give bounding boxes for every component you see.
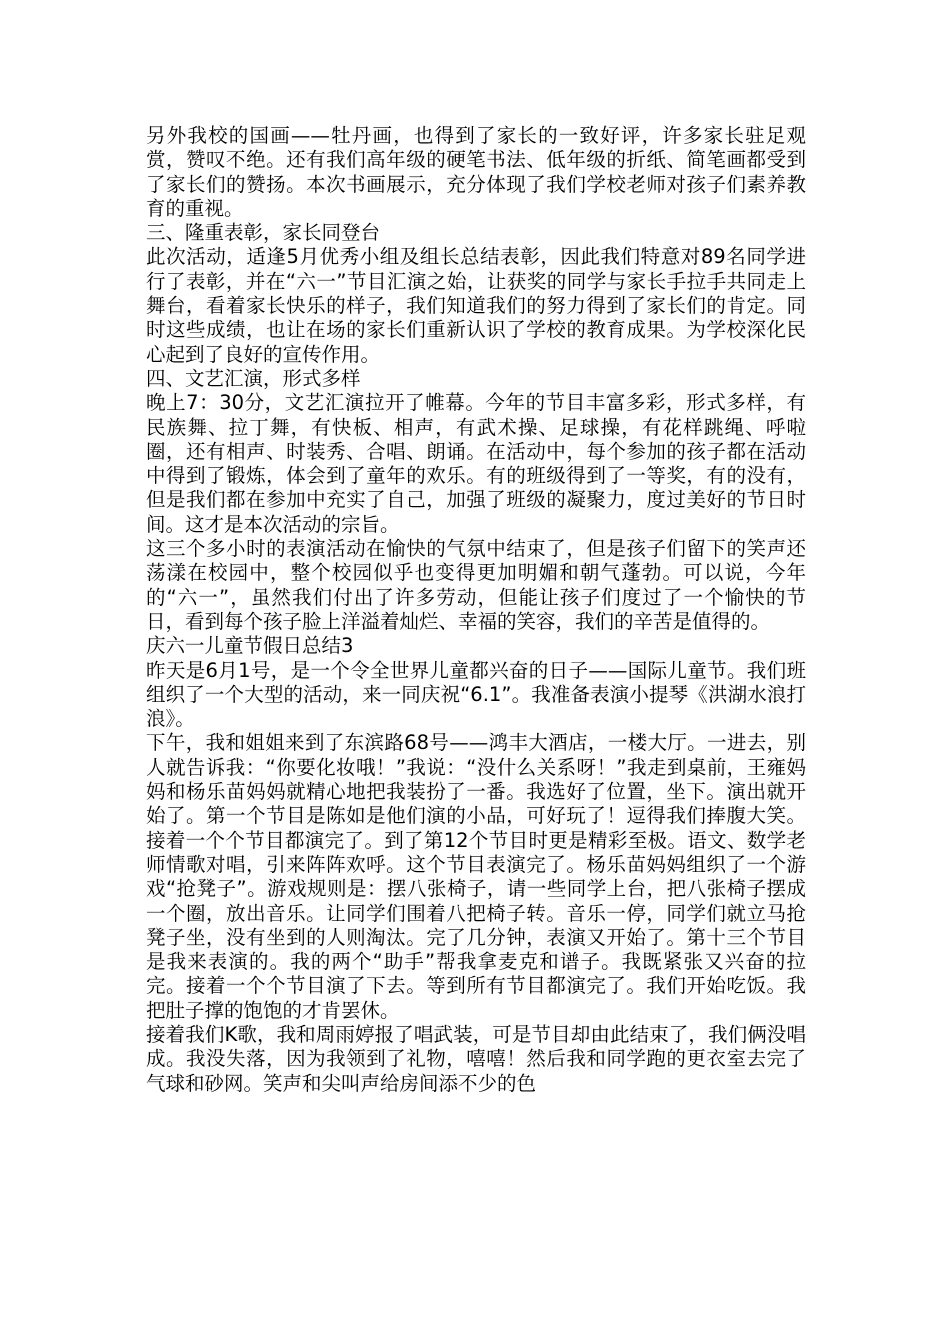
section-heading-4: 四、文艺汇演，形式多样 (146, 366, 361, 390)
paragraph-peony-painting: 另外我校的国画——牡丹画，也得到了家长的一致好评，许多家长驻足观赏，赞叹不绝。还有我们高年级的硬笔书法、低年级的折纸、简笔画都受到了家长们的赞扬。本次书画展示，充分体现了我们学校老师对孩子们素养教育的重视。 (146, 124, 806, 220)
paragraph-conclusion: 这三个多小时的表演活动在愉快的气氛中结束了，但是孩子们留下的笑声还荡漾在校园中，整个校园似乎也变得更加明媚和朝气蓬勃。可以说，今年的“六一”，虽然我们付出了许多劳动，但能让孩子们度过了一个愉快的节日，看到每个孩子脸上洋溢着灿烂、幸福的笑容，我们的辛苦是值得的。 (146, 537, 806, 633)
paragraph-childrens-day: 昨天是6月1号，是一个令全世界儿童都兴奋的日子——国际儿童节。我们班组织了一个大型的活动，来一同庆祝“6.1”。我准备表演小提琴《洪湖水浪打浪》。 (146, 658, 806, 731)
article-title: 庆六一儿童节假日总结3 (146, 634, 354, 658)
section-heading-3: 三、隆重表彰，家长同登台 (146, 221, 381, 245)
paragraph-performance: 晚上7：30分，文艺汇演拉开了帷幕。今年的节目丰富多彩，形式多样，有民族舞、拉丁舞，有快板、相声，有武术操、足球操，有花样跳绳、呼啦圈，还有相声、时装秀、合唱、朗诵。在活动中，每个参加的孩子都在活动中得到了锻炼，体会到了童年的欢乐。有的班级得到了一等奖，有的没有，但是我们都在参加中充实了自己，加强了班级的凝聚力，度过美好的节日时间。这才是本次活动的宗旨。 (146, 391, 806, 536)
document-body (146, 124, 806, 1096)
paragraph-karaoke: 接着我们K歌，我和周雨婷报了唱武装，可是节目却由此结束了，我们俩没唱成。我没失落，因为我领到了礼物，嘻嘻！然后我和同学跑的更衣室去完了气球和砂网。笑声和尖叫声给房间添不少的色 (146, 1022, 806, 1095)
paragraph-commendation: 此次活动，适逢5月优秀小组及组长总结表彰，因此我们特意对89名同学进行了表彰，并在“六一”节目汇演之始，让获奖的同学与家长手拉手共同走上舞台，看着家长快乐的样子，我们知道我们的努力得到了家长们的肯定。同时这些成绩，也让在场的家长们重新认识了学校的教育成果。为学校深化民心起到了良好的宣传作用。 (146, 245, 806, 366)
paragraph-afternoon: 下午，我和姐姐来到了东滨路68号——鸿丰大酒店，一楼大厅。一进去，别人就告诉我：“你要化妆哦！”我说：“没什么关系呀！”我走到桌前，王雍妈妈和杨乐苗妈妈就精心地把我装扮了一番。我选好了位置，坐下。演出就开始了。第一个节目是陈如是他们演的小品，可好玩了！逗得我们捧腹大笑。接着一个个节目都演完了。到了第12个节目时更是精彩至极。语文、数学老师情歌对唱，引来阵阵欢呼。这个节目表演完了。杨乐苗妈妈组织了一个游戏“抢凳子”。游戏规则是：摆八张椅子，请一些同学上台，把八张椅子摆成一个圈，放出音乐。让同学们围着八把椅子转。音乐一停，同学们就立马抢凳子坐，没有坐到的人则淘汰。完了几分钟，表演又开始了。第十三个节目是我来表演的。我的两个“助手”帮我拿麦克和谱子。我既紧张又兴奋的拉完。接着一个个节目演了下去。等到所有节目都演完了。我们开始吃饭。我把肚子撑的饱饱的才肯罢休。 (146, 731, 806, 1022)
